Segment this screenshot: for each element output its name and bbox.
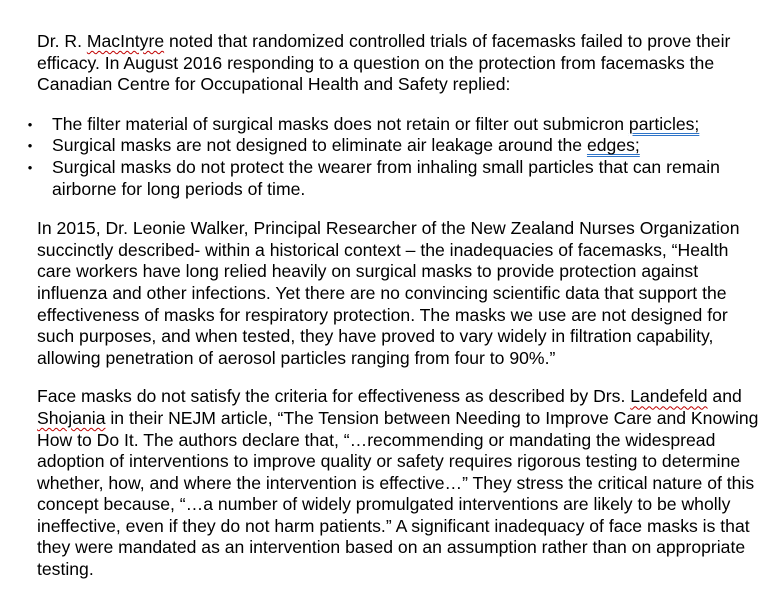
paragraph-walker: In 2015, Dr. Leonie Walker, Principal Researcher of the New Zealand Nurses Organization succinctly described- within a historical context – the inadequacies of facemasks, “Health care workers have long relied heavily on surgical masks to provide protection against influenza and other infections. Yet there are no convincing scientific data that support the effectiveness of masks for respiratory protection. The masks we use are not designed for such purposes, and when tested, they have proved to vary widely in filtration capability, allowing penetration of aerosol particles ranging from four to 90%.” <box>37 218 740 368</box>
list-item <box>25 114 755 136</box>
paragraph-text: Face masks do not satisfy the criteria for effectiveness as described by Drs. <box>37 386 631 407</box>
bullet-icon: • <box>27 138 33 154</box>
grammar-flagged-word: particles; <box>628 113 700 134</box>
grammar-flagged-word: edges; <box>586 135 640 156</box>
paragraph-landefeld <box>37 386 767 580</box>
document-body <box>27 31 767 581</box>
spellcheck-flagged-word: Landefeld <box>630 386 708 407</box>
bullet-icon: • <box>27 159 33 175</box>
bullet-icon: • <box>27 116 33 132</box>
bullet-list <box>25 114 755 200</box>
paragraph-macintyre <box>37 31 767 96</box>
list-item-text: Surgical masks are not designed to eliminate air leakage around the <box>52 135 587 156</box>
list-item-text: The filter material of surgical masks does not retain or filter out submicron <box>52 113 629 134</box>
list-item <box>25 157 755 200</box>
list-item-text: Surgical masks do not protect the wearer from inhaling small particles that can remain airborne for long periods of time. <box>52 156 720 199</box>
spellcheck-flagged-word: MacIntyre <box>86 31 165 51</box>
paragraph-text: noted that randomized controlled trials of facemasks failed to prove their efficacy. In August 2016 responding to a question on the protection from facemasks the Canadian Centre for Occupational Health and Safety replied: <box>37 31 731 95</box>
paragraph-text: and <box>707 386 742 407</box>
paragraph-text: in their NEJM article, “The Tension between Needing to Improve Care and Knowing How to Do It. The authors declare that, “…recommending or mandating the widespread adoption of interventions to improve quality or safety requires rigorous testing to determine whether, how, and where the intervention is effective…” They stress the critical nature of this concept because, “…a number of widely promulgated interventions are likely to be wholly ineffective, even if they do not harm patients.” A significant inadequacy of face masks is that they were mandated as an intervention based on an assumption rather than on appropriate testing. <box>37 407 759 580</box>
spellcheck-flagged-word: Shojania <box>37 407 106 428</box>
list-item <box>25 135 755 157</box>
paragraph-text: Dr. R. <box>37 31 87 51</box>
